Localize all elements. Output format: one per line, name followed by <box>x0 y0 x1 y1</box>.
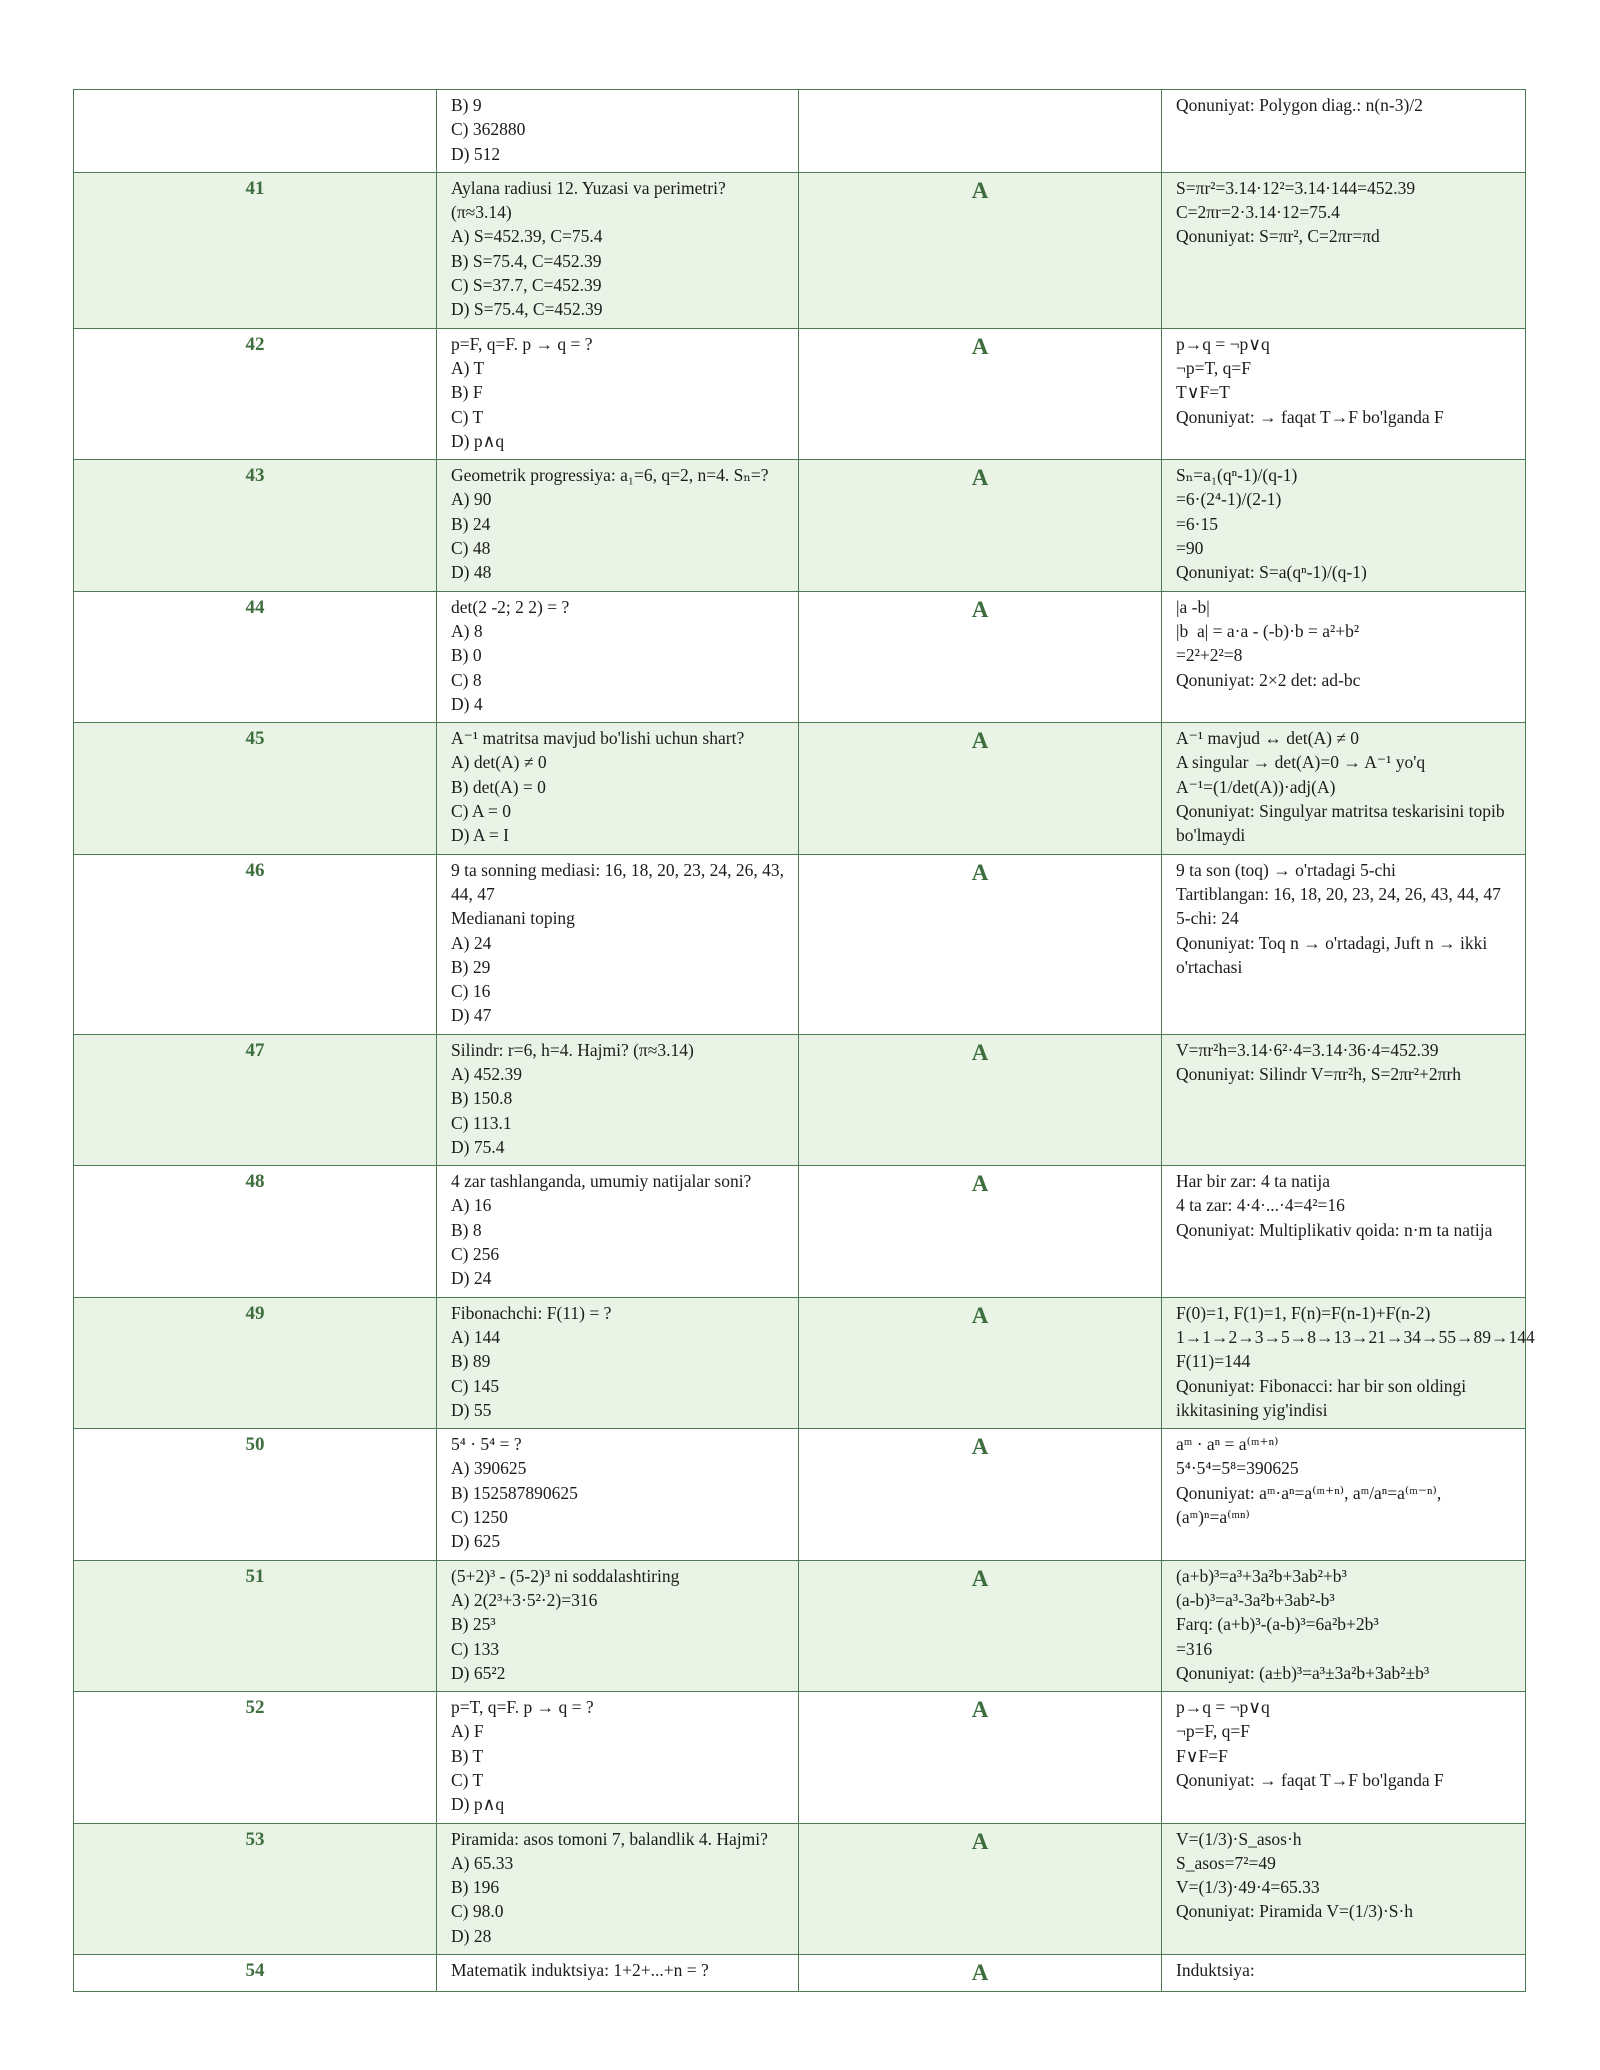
answer-letter: A <box>799 1166 1162 1297</box>
solution-cell <box>1162 1166 1526 1297</box>
question-line: B) S=75.4, C=452.39 <box>451 250 602 271</box>
question-line: C) 145 <box>451 1375 500 1396</box>
question-line: p=F, q=F. p → q = ? <box>451 333 593 354</box>
solution-line: V=(1/3)·S_asos·h <box>1176 1828 1302 1849</box>
solution-cell <box>1162 1560 1526 1691</box>
question-line: D) 28 <box>451 1925 492 1946</box>
solution-line: C=2πr=2·3.14·12=75.4 <box>1176 202 1340 223</box>
question-line: B) F <box>451 382 483 403</box>
table-row <box>74 172 1526 328</box>
question-cell <box>437 1823 799 1954</box>
question-cell <box>437 1955 799 1992</box>
solution-cell <box>1162 172 1526 328</box>
question-line: D) 4 <box>451 693 483 714</box>
solution-line: A⁻¹=(1/det(A))·adj(A) <box>1176 776 1336 797</box>
question-line: D) 48 <box>451 562 492 583</box>
question-line: B) 152587890625 <box>451 1482 578 1503</box>
solution-line: Qonuniyat: → faqat T→F bo'lganda F <box>1176 1770 1444 1790</box>
solution-cell <box>1162 90 1526 173</box>
question-line: A) F <box>451 1721 484 1742</box>
solution-line: F∨F=F <box>1176 1745 1228 1766</box>
table-row <box>74 1955 1526 1992</box>
solution-line: aᵐ · aⁿ = a⁽ᵐ⁺ⁿ⁾ <box>1176 1434 1279 1455</box>
question-line: p=T, q=F. p → q = ? <box>451 1697 594 1718</box>
question-line: A) det(A) ≠ 0 <box>451 752 547 773</box>
solution-line: ¬p=F, q=F <box>1176 1721 1250 1742</box>
solution-line: 4 ta zar: 4·4·...·4=4²=16 <box>1176 1195 1345 1216</box>
solution-line: p→q = ¬p∨q <box>1176 1697 1270 1718</box>
solution-cell <box>1162 854 1526 1034</box>
question-line: Matematik induktsiya: 1+2+...+n = ? <box>451 1960 709 1981</box>
solution-line: 1→1→2→3→5→8→13→21→34→55→89→144 <box>1176 1326 1535 1347</box>
solution-line: 5-chi: 24 <box>1176 908 1239 929</box>
solution-line: =6·15 <box>1176 513 1218 534</box>
question-cell <box>437 172 799 328</box>
solution-line: A⁻¹ mavjud ↔ det(A) ≠ 0 <box>1176 728 1360 749</box>
table-row <box>74 723 1526 854</box>
question-line: D) 512 <box>451 143 501 164</box>
question-line: D) S=75.4, C=452.39 <box>451 299 603 320</box>
answer-letter: A <box>799 172 1162 328</box>
table-row <box>74 1166 1526 1297</box>
solution-line: Induktsiya: <box>1176 1960 1255 1981</box>
answer-letter: A <box>799 328 1162 459</box>
table-row <box>74 591 1526 722</box>
table-row <box>74 1560 1526 1691</box>
solution-line: Qonuniyat: Multiplikativ qoida: n·m ta natija <box>1176 1219 1493 1240</box>
solution-line: Tartiblangan: 16, 18, 20, 23, 24, 26, 43, 44, 47 <box>1176 883 1501 904</box>
table-row <box>74 1823 1526 1954</box>
solution-cell <box>1162 1955 1526 1992</box>
question-number: 44 <box>74 591 437 722</box>
solution-line: V=πr²h=3.14·6²·4=3.14·36·4=452.39 <box>1176 1039 1439 1060</box>
answer-letter: A <box>799 460 1162 591</box>
question-number: 53 <box>74 1823 437 1954</box>
question-number: 41 <box>74 172 437 328</box>
question-line: Piramida: asos tomoni 7, balandlik 4. Hajmi? <box>451 1828 768 1849</box>
question-cell <box>437 328 799 459</box>
solution-line: A singular → det(A)=0 → A⁻¹ yo'q <box>1176 752 1426 773</box>
question-number: 42 <box>74 328 437 459</box>
solution-line: Qonuniyat: 2×2 det: ad-bc <box>1176 669 1361 690</box>
table-row <box>74 1692 1526 1823</box>
question-line: B) 9 <box>451 95 482 115</box>
answer-letter: A <box>799 1034 1162 1165</box>
question-number: 54 <box>74 1955 437 1992</box>
solution-line: (a+b)³=a³+3a²b+3ab²+b³ <box>1176 1565 1347 1586</box>
question-line: C) 8 <box>451 669 482 690</box>
solution-line: ¬p=T, q=F <box>1176 357 1251 378</box>
question-line: C) T <box>451 406 484 427</box>
answer-letter: A <box>799 1560 1162 1691</box>
question-number: 48 <box>74 1166 437 1297</box>
solution-line: Qonuniyat: aᵐ·aⁿ=a⁽ᵐ⁺ⁿ⁾, aᵐ/aⁿ=a⁽ᵐ⁻ⁿ⁾, (aᵐ)ⁿ=a⁽ᵐⁿ⁾ <box>1176 1482 1446 1528</box>
question-line: A⁻¹ matritsa mavjud bo'lishi uchun shart? <box>451 728 745 749</box>
question-line: Aylana radiusi 12. Yuzasi va perimetri? (π≈3.14) <box>451 177 731 223</box>
question-line: C) 362880 <box>451 119 526 140</box>
question-line: C) 98.0 <box>451 1901 504 1922</box>
solution-cell <box>1162 460 1526 591</box>
question-line: Medianani toping <box>451 908 575 929</box>
question-line: D) 65²2 <box>451 1662 506 1683</box>
solution-line: Qonuniyat: Polygon diag.: n(n-3)/2 <box>1176 95 1423 115</box>
table-row <box>74 1034 1526 1165</box>
question-line: A) 24 <box>451 932 492 953</box>
solution-line: Qonuniyat: (a±b)³=a³±3a²b+3ab²±b³ <box>1176 1662 1430 1683</box>
solution-line: T∨F=T <box>1176 382 1230 403</box>
solution-cell <box>1162 1429 1526 1560</box>
solution-line: =2²+2²=8 <box>1176 645 1243 666</box>
question-line: C) 48 <box>451 538 491 559</box>
solution-line: Qonuniyat: Piramida V=(1/3)·S·h <box>1176 1901 1414 1922</box>
question-line: C) T <box>451 1770 484 1790</box>
solution-line: Qonuniyat: Singulyar matritsa teskarisini topib bo'lmaydi <box>1176 801 1509 846</box>
solution-cell <box>1162 1823 1526 1954</box>
table-row <box>74 328 1526 459</box>
solution-line: 9 ta son (toq) → o'rtadagi 5-chi <box>1176 859 1396 880</box>
answer-letter: A <box>799 1297 1162 1428</box>
solution-cell <box>1162 1692 1526 1823</box>
solution-line: 5⁴·5⁴=5⁸=390625 <box>1176 1458 1299 1479</box>
question-line: Geometrik progressiya: a₁=6, q=2, n=4. Sₙ=? <box>451 465 769 486</box>
answer-letter: A <box>799 723 1162 854</box>
solution-line: Qonuniyat: S=πr², C=2πr=πd <box>1176 226 1380 247</box>
question-cell <box>437 591 799 722</box>
question-line: A) 16 <box>451 1195 492 1216</box>
answer-letter: A <box>799 1692 1162 1823</box>
table-row <box>74 1429 1526 1560</box>
question-number: 47 <box>74 1034 437 1165</box>
question-line: B) 24 <box>451 513 491 534</box>
question-line: A) 8 <box>451 620 483 641</box>
solution-line: Har bir zar: 4 ta natija <box>1176 1171 1331 1192</box>
question-line: B) 196 <box>451 1877 500 1898</box>
solution-cell <box>1162 1297 1535 1428</box>
question-line: B) 89 <box>451 1351 491 1372</box>
question-line: C) 1250 <box>451 1507 508 1528</box>
question-line: D) 625 <box>451 1531 501 1552</box>
question-cell <box>437 460 799 591</box>
question-line: D) 24 <box>451 1268 492 1289</box>
solution-line: F(0)=1, F(1)=1, F(n)=F(n-1)+F(n-2) <box>1176 1302 1431 1323</box>
question-line: D) 47 <box>451 1005 492 1026</box>
question-line: 9 ta sonning mediasi: 16, 18, 20, 23, 24, 26, 43, 44, 47 <box>451 859 789 904</box>
question-number: 45 <box>74 723 437 854</box>
question-line: B) 8 <box>451 1219 482 1240</box>
answer-sheet <box>73 89 1535 1992</box>
answer-letter <box>799 90 1162 173</box>
answer-letter: A <box>799 1955 1162 1992</box>
question-line: A) 452.39 <box>451 1063 522 1084</box>
solution-line: =90 <box>1176 538 1204 559</box>
question-number: 52 <box>74 1692 437 1823</box>
question-line: D) p∧q <box>451 430 505 451</box>
question-cell <box>437 1034 799 1165</box>
solution-cell <box>1162 591 1526 722</box>
question-line: C) 133 <box>451 1638 500 1659</box>
question-cell <box>437 1297 799 1428</box>
question-line: D) p∧q <box>451 1794 505 1815</box>
question-line: Silindr: r=6, h=4. Hajmi? (π≈3.14) <box>451 1039 694 1060</box>
solution-line: |b a| = a·a - (-b)·b = a²+b² <box>1176 620 1360 641</box>
question-line: D) A = I <box>451 825 509 846</box>
solution-line: Sₙ=a₁(qⁿ-1)/(q-1) <box>1176 465 1298 486</box>
question-number <box>74 90 437 173</box>
solution-line: =316 <box>1176 1638 1213 1659</box>
answer-letter: A <box>799 854 1162 1034</box>
question-line: B) T <box>451 1745 484 1766</box>
question-line: det(2 -2; 2 2) = ? <box>451 596 570 617</box>
question-line: A) 390625 <box>451 1458 527 1479</box>
question-line: D) 55 <box>451 1399 492 1420</box>
solution-cell <box>1162 1034 1526 1165</box>
solution-line: |a -b| <box>1176 596 1210 617</box>
solution-line: =6·(2⁴-1)/(2-1) <box>1176 489 1282 510</box>
question-cell <box>437 1429 799 1560</box>
table-row <box>74 1297 1526 1428</box>
solution-line: S_asos=7²=49 <box>1176 1852 1276 1873</box>
solution-line: S=πr²=3.14·12²=3.14·144=452.39 <box>1176 177 1416 198</box>
question-cell <box>437 1692 799 1823</box>
question-line: 4 zar tashlanganda, umumiy natijalar soni? <box>451 1171 752 1192</box>
question-line: B) 0 <box>451 645 482 666</box>
solution-line: (a-b)³=a³-3a²b+3ab²-b³ <box>1176 1589 1335 1610</box>
question-number: 49 <box>74 1297 437 1428</box>
question-line: A) 90 <box>451 489 492 510</box>
question-number: 46 <box>74 854 437 1034</box>
answer-letter: A <box>799 1429 1162 1560</box>
solution-cell <box>1162 723 1526 854</box>
solution-cell <box>1162 328 1526 459</box>
question-number: 50 <box>74 1429 437 1560</box>
question-line: C) A = 0 <box>451 801 511 822</box>
solution-line: Qonuniyat: → faqat T→F bo'lganda F <box>1176 406 1444 427</box>
question-number: 51 <box>74 1560 437 1691</box>
question-line: D) 75.4 <box>451 1136 505 1157</box>
solution-line: V=(1/3)·49·4=65.33 <box>1176 1877 1320 1898</box>
solution-line: F(11)=144 <box>1176 1351 1251 1372</box>
question-line: C) S=37.7, C=452.39 <box>451 275 602 296</box>
solution-line: Farq: (a+b)³-(a-b)³=6a²b+2b³ <box>1176 1614 1379 1635</box>
question-line: B) det(A) = 0 <box>451 776 546 797</box>
question-line: A) T <box>451 357 485 378</box>
question-line: C) 113.1 <box>451 1112 512 1133</box>
table-row <box>74 854 1526 1034</box>
solution-line: Qonuniyat: S=a(qⁿ-1)/(q-1) <box>1176 562 1367 583</box>
solution-line: Qonuniyat: Toq n → o'rtadagi, Juft n → ikki o'rtachasi <box>1176 932 1492 977</box>
question-line: A) 65.33 <box>451 1852 514 1873</box>
question-cell <box>437 723 799 854</box>
solution-line: Qonuniyat: Silindr V=πr²h, S=2πr²+2πrh <box>1176 1063 1462 1084</box>
question-line: Fibonachchi: F(11) = ? <box>451 1302 612 1323</box>
question-line: A) S=452.39, C=75.4 <box>451 226 603 247</box>
answer-table <box>73 89 1535 1992</box>
table-row <box>74 460 1526 591</box>
solution-line: p→q = ¬p∨q <box>1176 333 1270 354</box>
question-line: A) 2(2³+3·5²·2)=316 <box>451 1589 598 1610</box>
table-row <box>74 90 1526 173</box>
question-line: C) 16 <box>451 981 491 1002</box>
question-number: 43 <box>74 460 437 591</box>
question-cell <box>437 854 799 1034</box>
question-line: B) 150.8 <box>451 1088 513 1109</box>
table-body <box>74 90 1535 1992</box>
question-line: B) 29 <box>451 956 491 977</box>
question-cell <box>437 90 799 173</box>
answer-letter: A <box>799 591 1162 722</box>
question-cell <box>437 1166 799 1297</box>
question-line: B) 25³ <box>451 1614 496 1635</box>
question-line: 5⁴ · 5⁴ = ? <box>451 1434 522 1455</box>
answer-letter: A <box>799 1823 1162 1954</box>
question-line: (5+2)³ - (5-2)³ ni soddalashtiring <box>451 1565 680 1586</box>
question-line: A) 144 <box>451 1326 501 1347</box>
solution-line: Qonuniyat: Fibonacci: har bir son oldingi ikkitasining yig'indisi <box>1176 1375 1471 1420</box>
question-line: C) 256 <box>451 1244 500 1265</box>
question-cell <box>437 1560 799 1691</box>
